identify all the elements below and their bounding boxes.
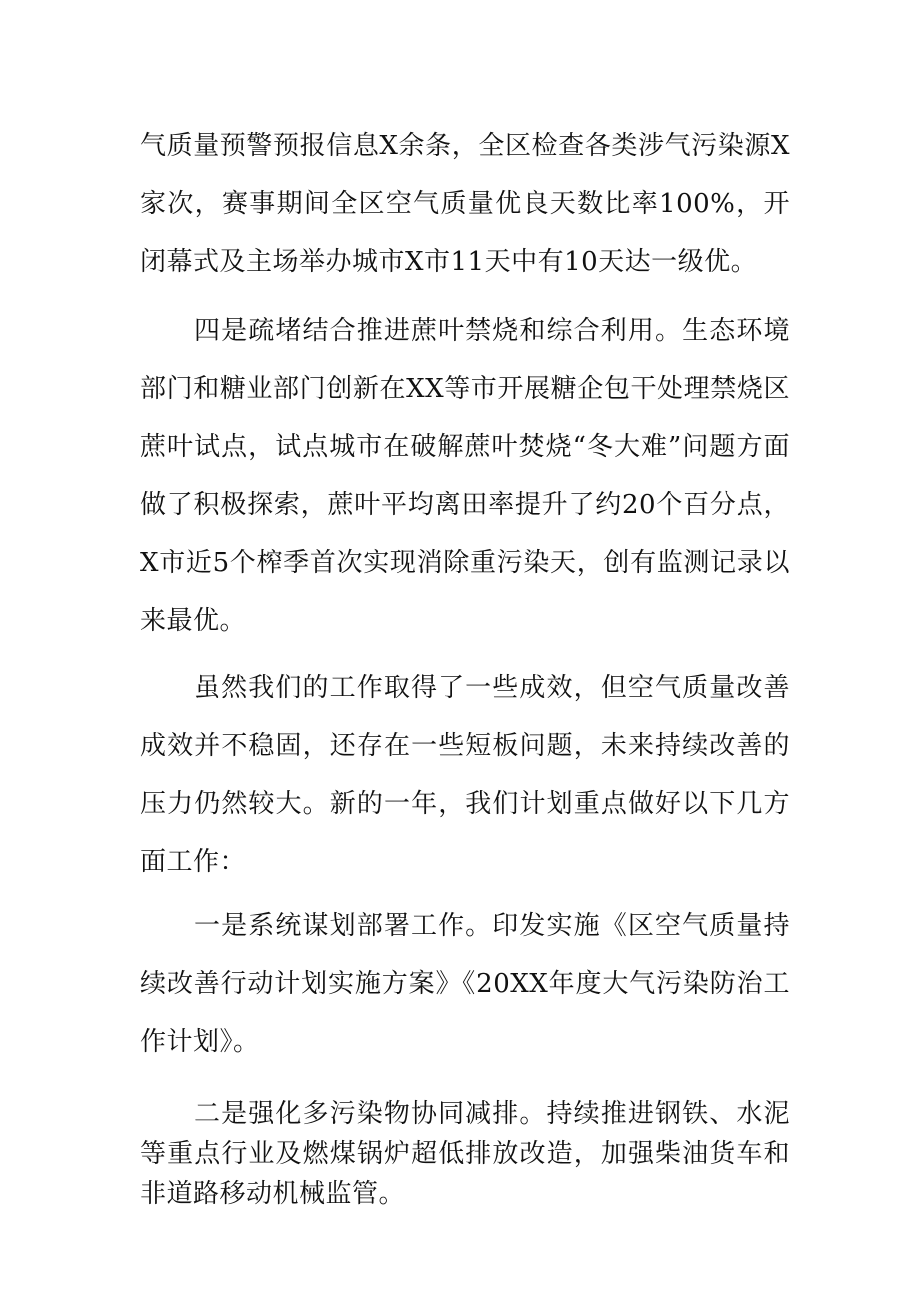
- paragraph-emission-reduction: 二是强化多污染物协同减排。持续推进钢铁、水泥等重点行业及燃煤锅炉超低排放改造，加强柴油货车和非道路移动机械监管。: [140, 1099, 790, 1209]
- paragraph-plan-deployment: 一是系统谋划部署工作。印发实施《区空气质量持续改善行动计划实施方案》《20XX年度大气污染防治工作计划》。: [140, 911, 790, 1057]
- paragraph-work-outlook: 虽然我们的工作取得了一些成效，但空气质量改善成效并不稳固，还存在一些短板问题，未来持续改善的压力仍然较大。新的一年，我们计划重点做好以下几方面工作：: [140, 673, 790, 877]
- paragraph-air-quality-results: 气质量预警预报信息X余条，全区检查各类涉气污染源X家次，赛事期间全区空气质量优良天数比率100%，开闭幕式及主场举办城市X市11天中有10天达一级优。: [140, 131, 790, 277]
- paragraph-sugarcane-leaf-burning: 四是疏堵结合推进蔗叶禁烧和综合利用。生态环境部门和糖业部门创新在XX等市开展糖企包干处理禁烧区蔗叶试点，试点城市在破解蔗叶焚烧“冬大难”问题方面做了积极探索，蔗叶平均离田率提升了约20个百分点，X市近5个榨季首次实现消除重污染天，创有监测记录以来最优。: [140, 316, 790, 636]
